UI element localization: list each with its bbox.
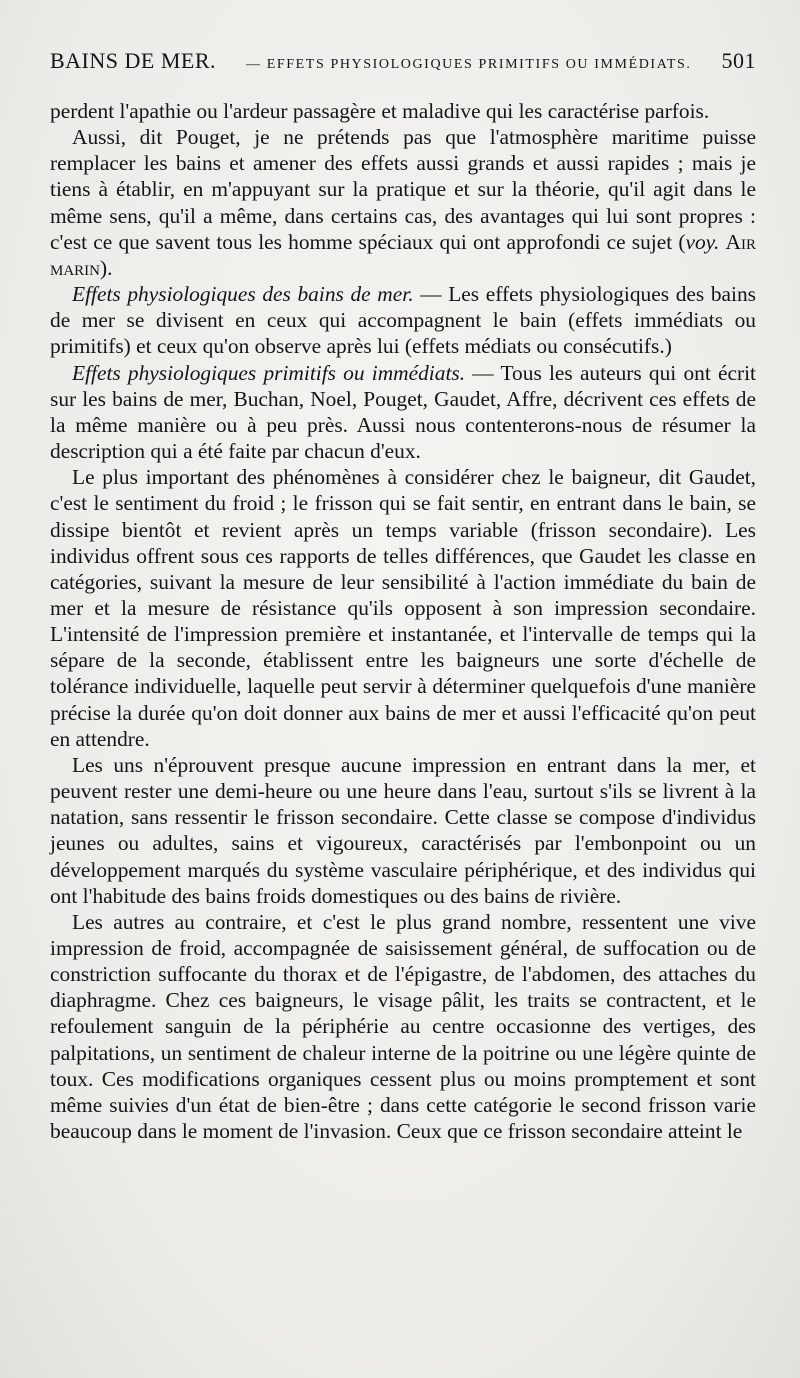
paragraph-1: perdent l'apathie ou l'ardeur passagère et maladive qui les caractérise parfois. (50, 99, 710, 123)
running-head-subtitle (246, 57, 691, 73)
paragraph-2-text: Aussi, dit Pouget, je ne prétends pas que l'atmosphère maritime puisse remplacer les bains et amener des effets aussi grands et aussi rapides ; mais je tiens à établir, en m'appuyant sur la pratique et sur la théorie, qu'il agit dans le même sens, qu'il a même, dans certains cas, des avantages qui lui sont propres : c'est ce que savent tous les homme spéciaux qui ont approfondi ce sujet ( (50, 125, 756, 254)
page-body (50, 98, 756, 1144)
page-number: 501 (721, 48, 756, 73)
paragraph-4 (50, 360, 756, 465)
section-heading-primitifs: Effets physiologiques primitifs ou immédiats. (72, 360, 466, 385)
running-head-section: EFFETS PHYSIOLOGIQUES PRIMITIFS OU IMMÉDIATS. (266, 57, 692, 72)
paragraph-2-end: ). (100, 255, 113, 280)
paragraph-3-text: — Les effets physiologiques des bains de mer se divisent en ceux qui accompagnent le bain (effets immédiats ou primitifs) et ceux qu'on observe après lui (effets médiats ou consécutifs.) (50, 282, 756, 359)
paragraph-6: Les uns n'éprouvent presque aucune impression en entrant dans la mer, et peuvent rester une demi-heure ou une heure dans l'eau, surtout s'ils se livrent à la natation, sans ressentir le frisson secondaire. Cette classe se compose d'individus jeunes ou adultes, sains et vigoureux, caractérisés par l'embonpoint ou un développement marqués du système vasculaire périphérique, et des individus qui ont l'habitude des bains froids domestiques ou des bains de rivière. (50, 752, 756, 908)
running-head-dash: — (246, 57, 262, 72)
paragraph-5: Le plus important des phénomènes à considérer chez le baigneur, dit Gaudet, c'est le sentiment du froid ; le frisson qui se fait sentir, en entrant dans le bain, se dissipe bientôt et revient après un temps variable (frisson secondaire). Les individus offrent sous ces rapports de telles différences, que Gaudet les classe en catégories, suivant la mesure de leur sensibilité à l'action immédiate du bain de mer et la mesure de résistance qu'ils opposent à son impression secondaire. L'intensité de l'impression première et instantanée, et l'intervalle de temps qui la sépare de la seconde, établissent entre les baigneurs une sorte d'échelle de tolérance individuelle, laquelle peut servir à déterminer quelquefois d'une manière précise la durée qu'on doit donner aux bains de mer et aussi l'efficacité qu'on peut en attendre. (50, 465, 756, 751)
paragraph-7: Les autres au contraire, et c'est le plus grand nombre, ressentent une vive impression de froid, accompagnée de saisissement général, de suffocation ou de constriction suffocante du thorax et de l'épigastre, de l'abdomen, des attaches du diaphragme. Chez ces baigneurs, le visage pâlit, les traits se contractent, et le refoulement sanguin de la périphérie au centre occasionne des vertiges, des palpitations, un sentiment de chaleur interne de la poitrine ou une légère quinte de toux. Ces modifications organiques cessent plus ou moins promptement et sont même suivies d'un état de bien-être ; dans cette catégorie le second frisson varie beaucoup dans le moment de l'invasion. Ceux que ce frisson secondaire atteint le (50, 909, 756, 1144)
cross-reference: Air marin (50, 229, 756, 280)
paragraph-4-text: — Tous les auteurs qui ont écrit sur les bains de mer, Buchan, Noel, Pouget, Gaudet, Affre, décrivent ces effets de la même manière ou à peu près. Aussi nous contenterons-nous de résumer la description qui a été faite par chacun d'eux. (50, 360, 756, 464)
running-head-title: BAINS DE MER. (50, 48, 217, 73)
running-head (50, 48, 756, 88)
paragraph-2 (50, 124, 756, 281)
paragraph-3 (50, 281, 756, 359)
voy-abbreviation: voy. (685, 229, 720, 254)
section-heading-effets: Effets physiologiques des bains de mer. (72, 282, 414, 307)
